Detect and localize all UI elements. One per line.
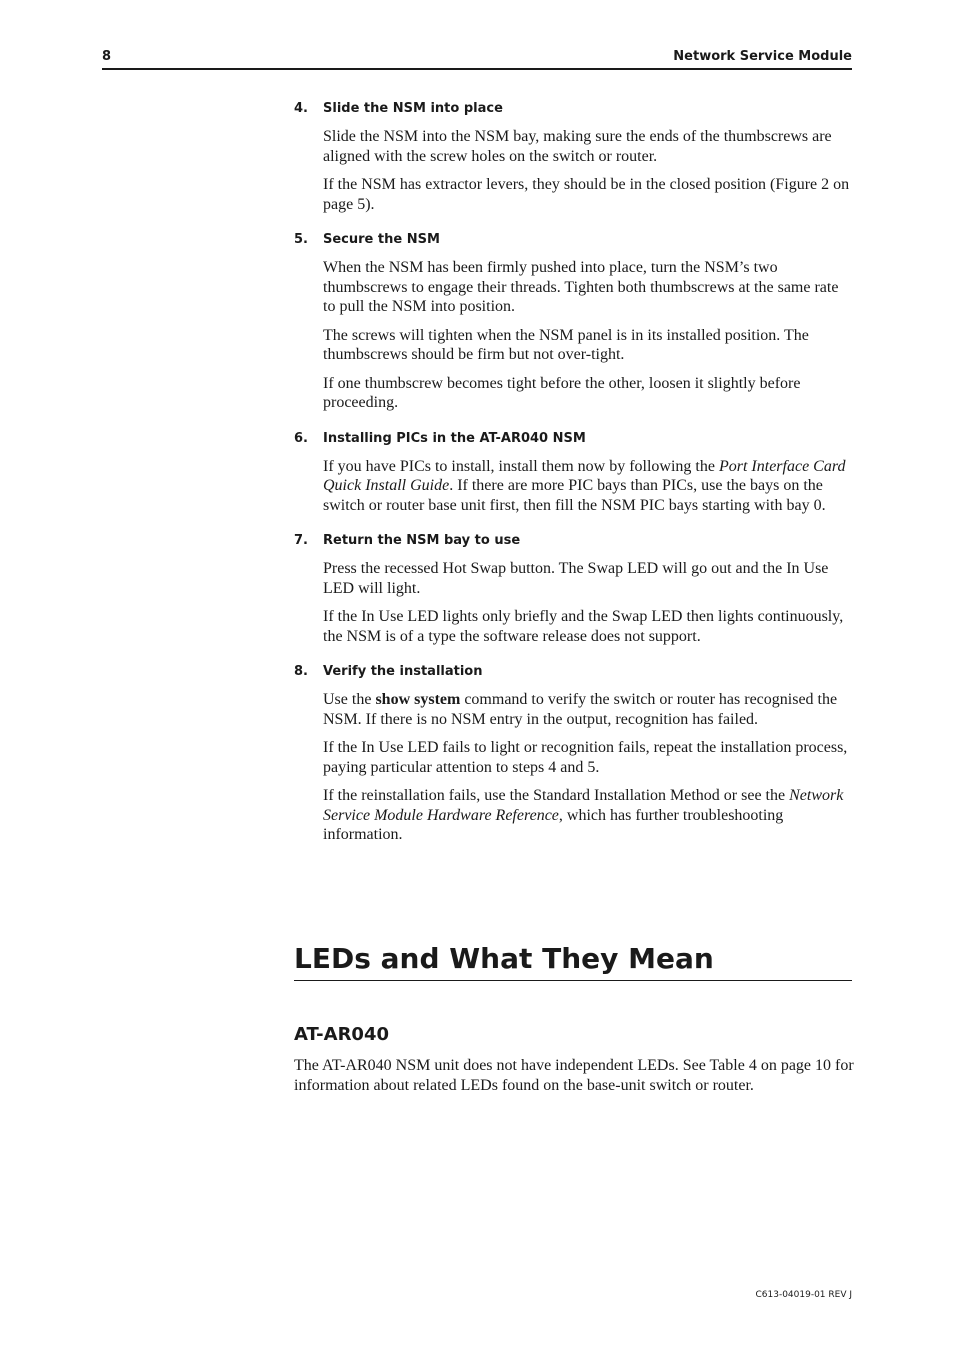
- step-paragraph: [323, 175, 854, 214]
- step-number: 7.: [294, 533, 308, 548]
- step-heading: [294, 231, 854, 249]
- step-heading: [294, 100, 854, 118]
- subsection-heading: AT-AR040: [294, 1024, 390, 1045]
- step-title: Verify the installation: [323, 664, 483, 679]
- procedure-step: [294, 663, 854, 845]
- text-run: If one thumbscrew becomes tight before the other, loosen it slightly before proceeding.: [323, 374, 801, 411]
- text-run: If the In Use LED fails to light or recognition fails, repeat the installation process, paying particular attention to steps 4 and 5.: [323, 739, 848, 776]
- text-run: Slide the NSM into the NSM bay, making sure the ends of the thumbscrews are aligned with the screw holes on the switch or router.: [323, 128, 832, 165]
- text-run: If the In Use LED lights only briefly and the Swap LED then lights continuously, the NSM is of a type the software release does not support.: [323, 608, 844, 645]
- step-paragraph: [323, 457, 854, 516]
- command-name: show system: [375, 691, 461, 708]
- step-paragraph: [323, 607, 854, 646]
- text-run: , which has further troubleshooting information.: [323, 806, 784, 843]
- text-run: If the reinstallation fails, use the Standard Installation Method or see the: [323, 787, 790, 804]
- text-run: command to verify the switch or router has recognised the NSM. If there is no NSM entry in the output, recognition has failed.: [323, 691, 838, 728]
- text-run: The screws will tighten when the NSM panel is in its installed position. The thumbscrews should be firm but not over-tight.: [323, 326, 809, 363]
- step-title: Installing PICs in the AT-AR040 NSM: [323, 430, 586, 446]
- italic-reference: Network Service Module Hardware Reference: [323, 787, 844, 824]
- page-number: 8: [102, 49, 112, 64]
- step-heading: [294, 663, 854, 681]
- step-paragraph: [323, 326, 854, 365]
- text-run: If the NSM has extractor levers, they should be in the closed position (Figure 2 on page 5).: [323, 176, 850, 213]
- text-run: . If there are more PIC bays than PICs, use the bays on the switch or router base unit first, then fill the NSM PIC bays starting with bay 0.: [323, 477, 826, 514]
- step-paragraph: [323, 738, 854, 777]
- section-heading: LEDs and What They Mean: [294, 939, 852, 981]
- step-paragraph: [323, 690, 854, 729]
- italic-reference: Port Interface Card Quick Install Guide: [323, 457, 846, 494]
- step-paragraph: [323, 258, 854, 317]
- step-paragraph: [323, 127, 854, 166]
- step-paragraph: [323, 559, 854, 598]
- text-run: When the NSM has been firmly pushed into place, turn the NSM’s two thumbscrews to engage their threads. Tighten both thumbscrews at the same rate to pull the NSM into position.: [323, 259, 839, 315]
- text-run: If you have PICs to install, install them now by following the: [323, 457, 719, 475]
- text-run: Use the: [323, 691, 376, 708]
- step-number: 8.: [294, 664, 308, 679]
- step-heading: [294, 430, 854, 448]
- procedure-step: [294, 231, 854, 413]
- page-header: [102, 47, 852, 70]
- section-paragraph: The AT-AR040 NSM unit does not have independent LEDs. See Table 4 on page 10 for information about related LEDs found on the base-unit switch or router.: [294, 1057, 854, 1094]
- step-paragraph: [323, 374, 854, 413]
- step-title: Slide the NSM into place: [323, 101, 503, 116]
- running-title: Network Service Module: [673, 49, 852, 64]
- procedure-step: [294, 430, 854, 516]
- step-number: 6.: [294, 430, 308, 446]
- step-number: 5.: [294, 232, 308, 247]
- procedure-step: [294, 100, 854, 214]
- step-number: 4.: [294, 101, 308, 116]
- step-title: Secure the NSM: [323, 232, 440, 247]
- procedure-steps: [294, 100, 854, 862]
- step-paragraph: [323, 786, 854, 845]
- procedure-step: [294, 532, 854, 646]
- text-run: Press the recessed Hot Swap button. The Swap LED will go out and the In Use LED will light.: [323, 560, 829, 597]
- step-title: Return the NSM bay to use: [323, 533, 521, 548]
- step-heading: [294, 532, 854, 550]
- document-id: C613-04019-01 REV J: [755, 1290, 852, 1300]
